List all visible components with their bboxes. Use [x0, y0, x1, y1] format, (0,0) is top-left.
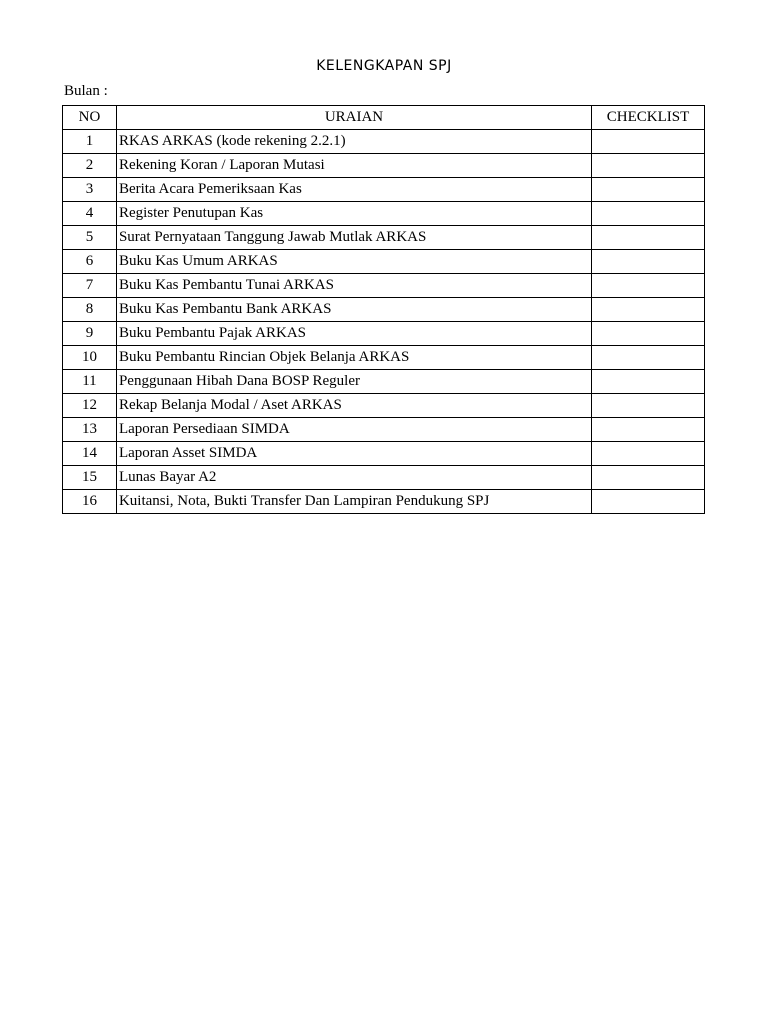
table-row: [63, 418, 705, 442]
header-checklist: CHECKLIST: [592, 106, 705, 130]
month-label: Bulan :: [64, 83, 108, 99]
row-number: 12: [63, 394, 117, 418]
row-checklist-cell[interactable]: [592, 298, 705, 322]
document-title: KELENGKAPAN SPJ: [316, 58, 452, 74]
row-description: Rekening Koran / Laporan Mutasi: [116, 154, 591, 178]
row-checklist-cell[interactable]: [592, 490, 705, 514]
row-checklist-cell[interactable]: [592, 202, 705, 226]
table-row: [63, 130, 705, 154]
header-no: NO: [63, 106, 117, 130]
row-description: Buku Pembantu Pajak ARKAS: [116, 322, 591, 346]
table-row: [63, 394, 705, 418]
row-checklist-cell[interactable]: [592, 370, 705, 394]
row-number: 10: [63, 346, 117, 370]
row-description: RKAS ARKAS (kode rekening 2.2.1): [116, 130, 591, 154]
row-checklist-cell[interactable]: [592, 154, 705, 178]
checklist-table: [62, 105, 705, 514]
row-number: 13: [63, 418, 117, 442]
table-row: [63, 442, 705, 466]
row-checklist-cell[interactable]: [592, 130, 705, 154]
row-checklist-cell[interactable]: [592, 322, 705, 346]
row-description: Buku Kas Pembantu Bank ARKAS: [116, 298, 591, 322]
row-number: 5: [63, 226, 117, 250]
row-checklist-cell[interactable]: [592, 178, 705, 202]
row-number: 15: [63, 466, 117, 490]
row-number: 14: [63, 442, 117, 466]
row-checklist-cell[interactable]: [592, 226, 705, 250]
table-row: [63, 370, 705, 394]
row-description: Laporan Asset SIMDA: [116, 442, 591, 466]
row-number: 9: [63, 322, 117, 346]
table-row: [63, 346, 705, 370]
row-number: 4: [63, 202, 117, 226]
table-row: [63, 322, 705, 346]
table-row: [63, 178, 705, 202]
row-checklist-cell[interactable]: [592, 442, 705, 466]
row-description: Surat Pernyataan Tanggung Jawab Mutlak ARKAS: [116, 226, 591, 250]
row-number: 6: [63, 250, 117, 274]
row-checklist-cell[interactable]: [592, 466, 705, 490]
table-row: [63, 202, 705, 226]
row-description: Buku Kas Umum ARKAS: [116, 250, 591, 274]
row-checklist-cell[interactable]: [592, 250, 705, 274]
row-number: 8: [63, 298, 117, 322]
row-checklist-cell[interactable]: [592, 394, 705, 418]
row-description: Lunas Bayar A2: [116, 466, 591, 490]
table-row: [63, 490, 705, 514]
row-number: 7: [63, 274, 117, 298]
row-description: Buku Pembantu Rincian Objek Belanja ARKAS: [116, 346, 591, 370]
row-checklist-cell[interactable]: [592, 274, 705, 298]
table-row: [63, 466, 705, 490]
row-checklist-cell[interactable]: [592, 346, 705, 370]
table-row: [63, 250, 705, 274]
row-number: 2: [63, 154, 117, 178]
table-header-row: [63, 106, 705, 130]
row-number: 16: [63, 490, 117, 514]
row-description: Laporan Persediaan SIMDA: [116, 418, 591, 442]
row-description: Kuitansi, Nota, Bukti Transfer Dan Lampiran Pendukung SPJ: [116, 490, 591, 514]
table-row: [63, 226, 705, 250]
row-description: Rekap Belanja Modal / Aset ARKAS: [116, 394, 591, 418]
header-uraian: URAIAN: [116, 106, 591, 130]
table-row: [63, 298, 705, 322]
table-row: [63, 274, 705, 298]
row-description: Buku Kas Pembantu Tunai ARKAS: [116, 274, 591, 298]
row-number: 3: [63, 178, 117, 202]
row-number: 1: [63, 130, 117, 154]
row-number: 11: [63, 370, 117, 394]
row-description: Register Penutupan Kas: [116, 202, 591, 226]
row-description: Penggunaan Hibah Dana BOSP Reguler: [116, 370, 591, 394]
table-row: [63, 154, 705, 178]
table-body: [63, 130, 705, 514]
row-checklist-cell[interactable]: [592, 418, 705, 442]
row-description: Berita Acara Pemeriksaan Kas: [116, 178, 591, 202]
